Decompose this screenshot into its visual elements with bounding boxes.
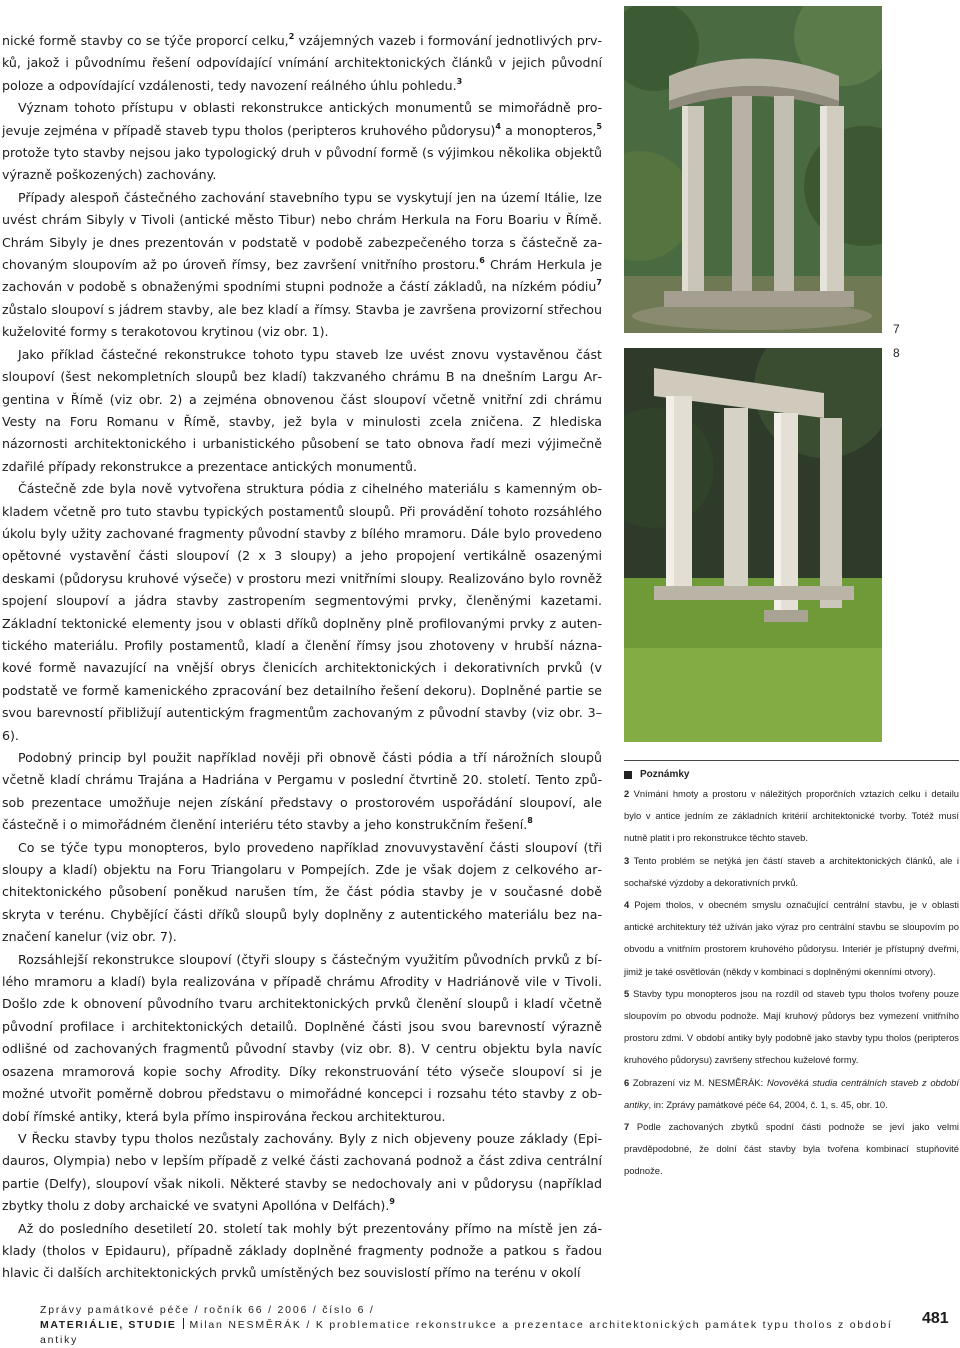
- figure-8-number: 8: [893, 346, 900, 360]
- monopteros-illustration: [624, 6, 882, 333]
- page-footer: [40, 1303, 910, 1348]
- note-item: 5 Stavby typu monopteros jsou na rozdíl od staveb typu tholos tvořeny pouze sloupovím po obvodu podnože. Mají kruhový půdorys bez vymezení vnitřního prostoru zdmi. V období antiky byly podobně jako stavby typu tholos (peripteros kruhového půdorysu) završeny střechou kuželové formy.: [624, 987, 959, 1066]
- paragraph: Rozsáhlejší rekonstrukce sloupoví (čtyři sloupy s částečným využitím původních prvků z bílého mramoru a kladí) byla realizována v případě chrámu Afrodity v Hadriánově vile v Tivoli. Došlo zde k obnovení původního tvaru architektonických prvků členění sloupů i kladí včetně původní profilace i architektonických detailů. Doplněné části jsou svou barevností výrazně odlišné od zachovaných fragmentů původní stavby (viz obr. 8). V centru objektu byla navíc osazena mramorová kopie sochy Afrodity. Díky rekonstruování této výseče sloupoví si je možné utvořit poměrně dobrou představu o mimořádné koncepci i rozsahu této stavby z období římské antiky, která byla přímo inspirována řeckou architekturou.: [2, 951, 602, 1124]
- square-bullet-icon: [624, 771, 632, 779]
- paragraph: Podobný princip byl použit například nověji při obnově části pódia a tří nárožních sloupů včetně kladí chrámu Trajána a Hadriána v Pergamu v poslední čtvrtině 20. století. Tento způsob prezentace umožňuje nejen získání představy o prostorovém uspořádání sloupoví, ale částečně i o mimořádném členění interiéru této stavby a jeho konstrukčním řešení.$^8$: [2, 750, 602, 833]
- note-item: 3 Tento problém se netýká jen částí staveb a architektonických článků, ale i sochařské výzdoby a dekorativních prvků.: [624, 854, 959, 888]
- aphrodite-temple-illustration: [624, 348, 882, 742]
- footer-line2: [40, 1318, 910, 1348]
- figure-7-number: 7: [893, 322, 900, 336]
- footer-divider: [183, 1318, 184, 1329]
- note-item: 4 Pojem tholos, v obecném smyslu označující centrální stavbu, je v oblasti antické architektury též užíván jako výraz pro centrální stavbu se sloupovím po obvodu a vnitřním prostorem kruhového půdorysu. Interiér je přístupný dveřmi, jimiž je také osvětlován (někdy v kombinaci s doplněnými okenními otvory).: [624, 899, 959, 977]
- footer-journal: Zprávy památkové péče / ročník 66 / 2006 / číslo 6 /: [40, 1304, 375, 1316]
- figure-7-monopteros-photo: [624, 6, 882, 333]
- note-item: 2 Vnímání hmoty a prostoru v náležitých proporčních vztazích celku i detailu bylo v antice jedním ze základních kritérií architektonické tvorby. Totéž musí nutně platit i pro rekonstrukce těchto staveb.: [624, 788, 959, 844]
- note-item: 7 Podle zachovaných zbytků spodní části podnože se jeví jako velmi pravděpodobné, že dolní část stavby byla tvořena kombinací stupňovité podnože.: [624, 1121, 959, 1177]
- paragraph: Co se týče typu monopteros, bylo provedeno například znovuvystavění části sloupoví (tři sloupy a kladí) objektu na Foru Triangolaru v Pompejích. Zde je však dojem z celkového architektonického působení poněkud narušen tím, že část pódia stavby je v současné době skryta v terénu. Chybějící části dříků sloupů byly doplněny z autentického materiálu bez naznačení kanelur (viz obr. 7).: [2, 839, 602, 945]
- paragraph: Až do posledního desetiletí 20. století tak mohly být prezentovány přímo na místě jen základy (tholos v Epidauru), případně základy doplněné fragmenty podnože a patkou s řadou hlavic či dalších architektonických prvků umístěných bez souvislostí přímo na terénu v okolí: [2, 1220, 602, 1281]
- main-text-column: [2, 30, 602, 1285]
- paragraph: nické formě stavby co se týče proporcí celku,$^2$ vzájemných vazeb i formování jednotlivých prvků, jakož i původnímu řešení odpovídající vnímání architektonických článků v jejich původní poloze a odpovídající vzdálenosti, tedy navození reálného úhlu pohledu.$^3$: [2, 32, 603, 93]
- notes-heading: [624, 767, 959, 783]
- paragraph: Případy alespoň částečného zachování stavebního typu se vyskytují jen na území Itálie, lze uvést chrám Sibyly v Tivoli (antické město Tibur) nebo chrám Herkula na Foru Boariu v Římě. Chrám Sibyly je dnes prezentován v podstatě v podobě zabezpečeného torza s částečně zachovaným sloupovím až po úroveň římsy, bez završení vnitřního prostoru.$^6$ Chrám Herkula je zachován v podobě s obnaženými spodními stupni podnože a částí základů, na nízkém pódiu$^7$ zůstalo sloupoví s jádrem stavby, ale bez kladí a římsy. Stavba je završena provizorní střechou kuželovité formy s terakotovou krytinou (viz obr. 1).: [2, 189, 602, 340]
- notes-rule: [624, 760, 959, 761]
- footer-byline: Milan NESMĚRÁK / K problematice rekonstrukce a prezentace architektonických památek typu tholos z období antiky: [40, 1319, 893, 1346]
- notes-section: [624, 760, 959, 1183]
- paragraph: V Řecku stavby typu tholos nezůstaly zachovány. Byly z nich objeveny pouze základy (Epidauros, Olympia) nebo v lepším případě z velké části zachovaná podnož a část zdiva centrální partie (Delfy), sloupoví však nikoli. Některé stavby se nedochovaly ani v půdorysu (například zbytky tholu z doby archaické ve svatyni Apollóna v Delfách).$^9$: [2, 1130, 602, 1214]
- note-item: 6 Zobrazení viz M. NESMĚRÁK: Novověká studia centrálních staveb z období antiky, in: Zprávy památkové péče 64, 2004, č. 1, s. 45, obr. 10.: [624, 1076, 959, 1110]
- paragraph: Částečně zde byla nově vytvořena struktura pódia z cihelného materiálu s kamenným obkladem včetně pro tuto stavbu typických postamentů sloupů. Při provádění tohoto rozsáhlého úkolu byly užity zachované fragmenty původní stavby z bílého mramoru. Dále bylo provedeno opětovné vystavění části sloupoví (2 x 3 sloupy) a jeho propojení vertikálně osazenými deskami (půdorysu kruhové výseče) v prostoru mezi vnitřními sloupy. Realizováno bylo rovněž spojení sloupoví a jádra stavby zastropením segmentovými prvky, členěnými kazetami. Základní tektonické elementy jsou v oblasti dříků doplněny plně profilovanými prvky z autentického materiálu. Profily postamentů, kladí a členění římsy jsou zhotoveny v hrubší náznakové formě navazující na vnější obrys členicích architektonických i dekorativních prvků (v podstatě ve formě kamenického zpracování bez detailního řešení dekoru). Doplněné partie se svou barevností přibližují autentickým fragmentům zachovaným z původní stavby (viz obr. 3–6).: [2, 481, 602, 743]
- paragraph: Význam tohoto přístupu v oblasti rekonstrukce antických monumentů se mimořádně projevuje zejména v případě staveb typu tholos (peripteros kruhového půdorysu)$^4$ a monopteros,$^5$ protože tyto stavby nejsou jako typologický druh v původní formě (s výjimkou několika objektů výrazně poškozených) zachovány.: [2, 100, 602, 183]
- figure-8-aphrodite-temple-photo: [624, 348, 882, 742]
- notes-list: [624, 783, 959, 1183]
- notes-heading-text: Poznámky: [640, 769, 690, 780]
- paragraph: Jako příklad částečné rekonstrukce tohoto typu staveb lze uvést znovu vystavěnou část sloupoví (šest nekompletních sloupů bez kladí) takzvaného chrámu B na dnešním Largu Argentina v Římě (viz obr. 2) a zejména obnovenou část sloupoví včetně vnitřní zdi chrámu Vesty na Foru Romanu v Římě, stavby, jež byla v minulosti zcela zničena. Z hlediska názornosti architektonického i urbanistického působení se tato obnova řadí mezi výjimečně zdařilé případy rekonstrukce a prezentace antických monumentů.: [2, 346, 602, 474]
- footer-section: MATERIÁLIE, STUDIE: [40, 1319, 177, 1331]
- page-number: 481: [922, 1310, 949, 1327]
